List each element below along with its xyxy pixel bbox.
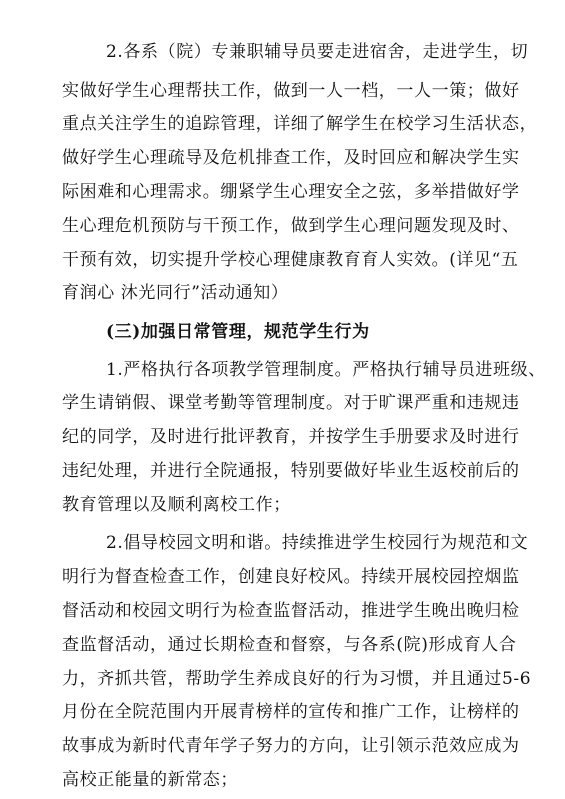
paragraph-3-line-3: 督活动和校园文明行为检查监督活动，推进学生晚出晚归检 xyxy=(62,601,520,621)
paragraph-1-line-4: 做好学生心理疏导及危机排查工作，及时回应和解决学生实 xyxy=(62,148,520,168)
paragraph-2-line-3: 纪的同学，及时进行批评教育，并按学生手册要求及时进行 xyxy=(62,427,520,447)
paragraph-3-line-7: 故事成为新时代青年学子努力的方向，让引领示范效应成为 xyxy=(62,736,520,756)
paragraph-1-line-2: 实做好学生心理帮扶工作，做到一人一档，一人一策；做好 xyxy=(62,81,520,101)
paragraph-3-line-5: 力，齐抓共管，帮助学生养成良好的行为习惯，并且通过5-6 xyxy=(62,669,532,689)
paragraph-3-line-6: 月份在全院范围内开展青榜样的宣传和推广工作，让榜样的 xyxy=(62,702,520,722)
paragraph-1-line-3: 重点关注学生的追踪管理，详细了解学生在校学习生活状态， xyxy=(62,114,538,134)
paragraph-1-line-7: 干预有效，切实提升学校心理健康教育育人实效。(详见“五 xyxy=(62,250,519,270)
paragraph-2-line-2: 学生请销假、课堂考勤等管理制度。对于旷课严重和违规违 xyxy=(62,393,520,413)
paragraph-2-line-4: 违纪处理，并进行全院通报，特别要做好毕业生返校前后的 xyxy=(62,461,520,481)
paragraph-3-line-4: 查监督活动，通过长期检查和督察，与各系(院)形成育人合 xyxy=(62,635,517,655)
paragraph-1-line-6: 生心理危机预防与干预工作，做到学生心理问题发现及时、 xyxy=(62,216,520,236)
paragraph-1-line-1: 2.各系（院）专兼职辅导员要走进宿舍，走进学生，切 xyxy=(106,42,529,62)
paragraph-1-line-8: 育润心 沐光同行”活动通知） xyxy=(62,283,289,303)
paragraph-3-line-8: 高校正能量的新常态； xyxy=(62,770,238,790)
section-heading-3: (三)加强日常管理，规范学生行为 xyxy=(106,322,370,342)
paragraph-2-line-1: 1.严格执行各项教学管理制度。严格执行辅导员进班级、 xyxy=(106,360,546,380)
paragraph-3-line-1: 2.倡导校园文明和谐。持续推进学生校园行为规范和文 xyxy=(106,533,529,553)
paragraph-1-line-5: 际困难和心理需求。绷紧学生心理安全之弦，多举措做好学 xyxy=(62,182,520,202)
paragraph-3-line-2: 明行为督查检查工作，创建良好校风。持续开展校园控烟监 xyxy=(62,567,520,587)
paragraph-2-line-5: 教育管理以及顺利离校工作； xyxy=(62,495,291,515)
